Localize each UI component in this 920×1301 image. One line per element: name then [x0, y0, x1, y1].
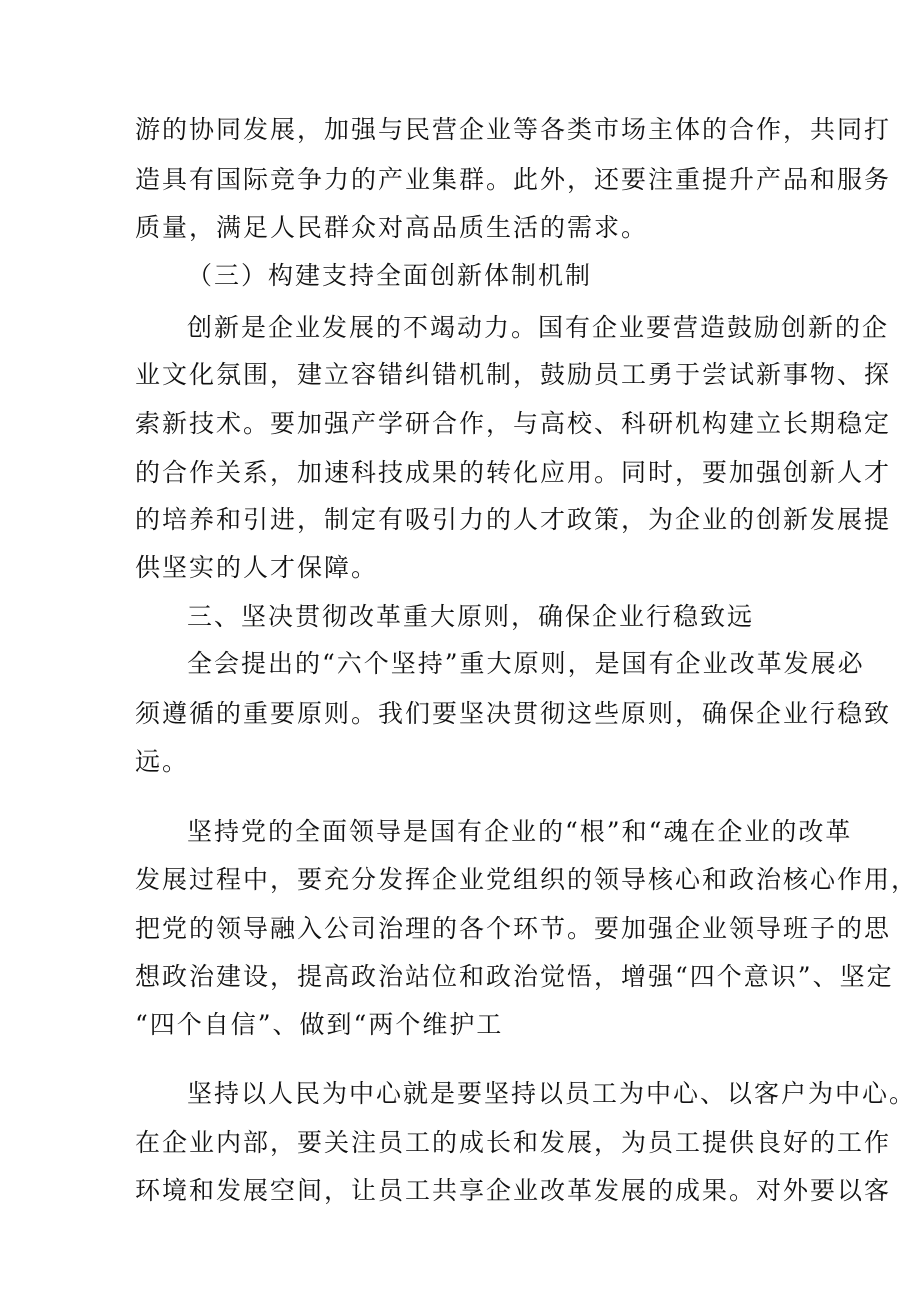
text-line: “四个自信”、做到“两个维护工 [135, 1010, 504, 1039]
text-line: 质量，满足人民群众对高品质生活的需求。 [135, 213, 649, 242]
text-line: 想政治建设，提高政治站位和政治觉悟，增强“四个意识”、坚定 [135, 962, 894, 991]
text-line: 业文化氛围，建立容错纠错机制，鼓励员工勇于尝试新事物、探 [135, 360, 892, 389]
text-line: 的培养和引进，制定有吸引力的人才政策，为企业的创新发展提 [135, 505, 892, 534]
text-line: 造具有国际竞争力的产业集群。此外，还要注重提升产品和服务 [135, 165, 892, 194]
text-line: 环境和发展空间，让员工共享企业改革发展的成果。对外要以客 [135, 1176, 892, 1205]
text-line: 坚持以人民为中心就是要坚持以员工为中心、以客户为中心。 [187, 1079, 917, 1108]
text-line: 远。 [135, 747, 190, 776]
text-line: 在企业内部，要关注员工的成长和发展，为员工提供良好的工作 [135, 1128, 892, 1157]
text-line: 坚持党的全面领导是国有企业的“根”和“魂在企业的改革 [187, 817, 853, 846]
section-heading: 三、坚决贯彻改革重大原则，确保企业行稳致远 [187, 602, 755, 631]
text-line: 游的协同发展，加强与民营企业等各类市场主体的合作，共同打 [135, 115, 892, 144]
text-line: 全会提出的“六个坚持”重大原则，是国有企业改革发展必 [187, 649, 865, 678]
text-line: 供坚实的人才保障。 [135, 553, 379, 582]
text-line: 发展过程中，要充分发挥企业党组织的领导核心和政治核心作用， [135, 865, 919, 894]
text-line: 把党的领导融入公司治理的各个环节。要加强企业领导班子的思 [135, 914, 892, 943]
text-line: 索新技术。要加强产学研合作，与高校、科研机构建立长期稳定 [135, 409, 892, 438]
section-heading: （三）构建支持全面创新体制机制 [187, 261, 593, 290]
text-line: 创新是企业发展的不竭动力。国有企业要营造鼓励创新的企 [187, 313, 890, 342]
text-line: 须遵循的重要原则。我们要坚决贯彻这些原则，确保企业行稳致 [135, 699, 892, 728]
text-line: 的合作关系，加速科技成果的转化应用。同时，要加强创新人才 [135, 458, 892, 487]
